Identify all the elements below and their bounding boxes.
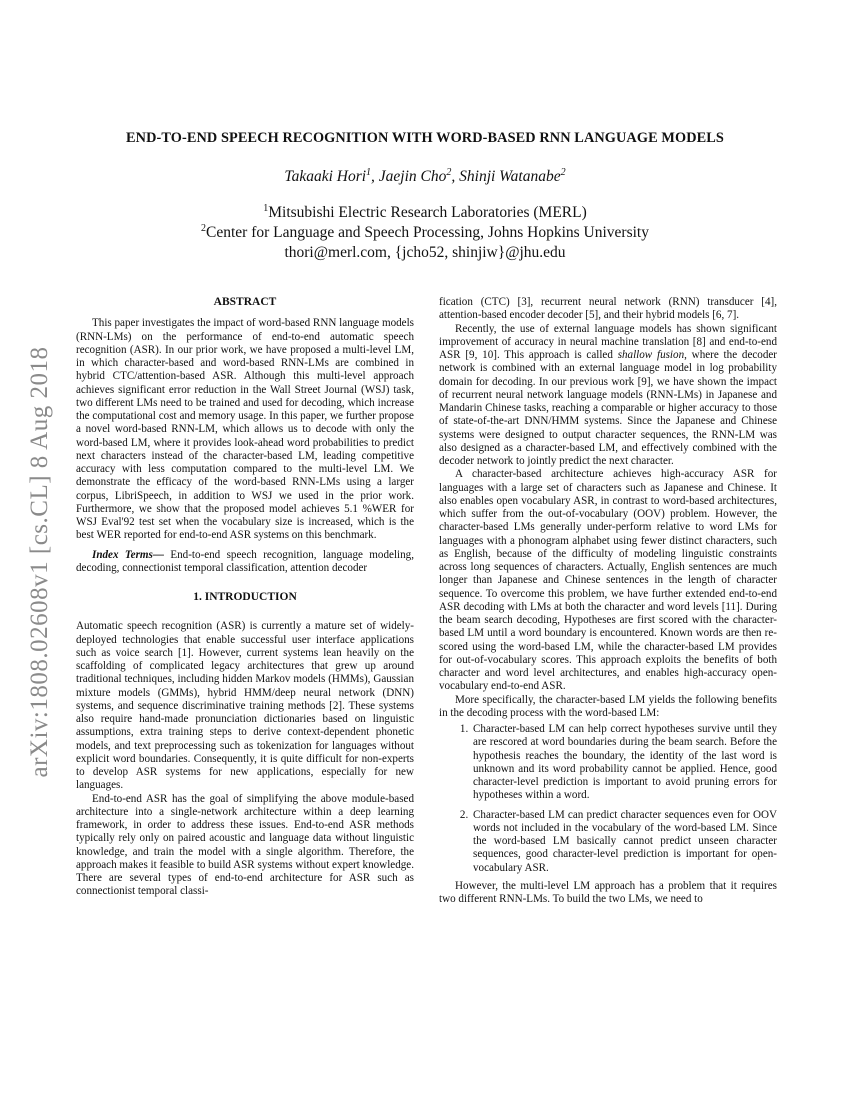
author-affil-mark: 2 — [446, 166, 452, 178]
list-item: 1. Character-based LM can help correct hypotheses survive until they are rescored at word boundaries during the beam search. Before the hypothesis reaches the boundary, the identity of the last word is unknown and its word probability cannot be applied. Hence, good character-level prediction is important to avoid pruning errors for hypotheses within a word. — [471, 723, 777, 803]
author-affil-mark: 1 — [366, 166, 372, 178]
emphasis-term: shallow fusion — [617, 349, 685, 361]
paper-title: END-TO-END SPEECH RECOGNITION WITH WORD-BASED RNN LANGUAGE MODELS — [126, 130, 724, 146]
abstract-heading: ABSTRACT — [213, 296, 277, 308]
affiliations — [60, 203, 790, 263]
affiliation-line: $^2$Center for Language and Speech Processing, Johns Hopkins University — [201, 222, 649, 241]
author-affil-mark: 2 — [560, 166, 566, 178]
author-name: Jaejin Cho — [378, 168, 447, 185]
intro-paragraph: Recently, the use of external language models has shown significant improvement of accuracy in neural machine translation [8] and end-to-end ASR [9, 10]. This approach is called shallow fusion, where the decoder network is combined with an external language model in log probability domain for decoding. In our previous work [9], we have shown the impact of recurrent neural network language models (RNN-LMs) in Japanese and Mandarin Chinese tasks, reaching a comparable or higher accuracy to those of state-of-the-art DNN/HMM systems. Since the Japanese and Chinese systems were designed to output character sequences, the RNN-LM was also designed as a character-based LM, and effectively combined with the decoder network to jointly predict the next character. — [439, 322, 778, 467]
index-terms-label: Index Terms— — [92, 548, 164, 561]
intro-paragraph: End-to-end ASR has the goal of simplifying the above module-based architecture into a single-network architecture within a deep learning framework, in order to address these issues. End-to-end ASR methods typically rely only on paired acoustic and language data without linguistic knowledge, and train the model with a single algorithm. Therefore, the approach makes it feasible to build ASR systems without expert knowledge. There are several types of end-to-end architecture for ASR such as connectionist temporal classi- — [76, 792, 414, 898]
affiliation-line: $^1$Mitsubishi Electric Research Laboratories (MERL) — [263, 202, 587, 221]
intro-paragraph: A character-based architecture achieves high-accuracy ASR for languages with a large set of characters such as Japanese and Chinese. It also enables open vocabulary ASR, in contrast to word-based architectures, which suffer from the out-of-vocabulary (OOV) problem. However, the character-based LMs generally under-perform relative to word LMs for languages with a phonogram alphabet using fewer distinct characters, such as English, because of the difficulty of modeling linguistic constraints across long sequences of characters. Actually, English sentences are much longer than Japanese and Chinese sentences in the length of character sequence. To overcome this problem, we have further extended end-to-end ASR decoding with LMs at both the character and word levels [11]. During the beam search decoding, Hypotheses are first scored with the character-based LM until a word boundary is encountered. Known words are then re-scored using the word-based LM, while the character-based LM provides for out-of-vocabulary scores. This approach exploits the benefits of both character and word level architectures, and enables high-accuracy open-vocabulary end-to-end ASR. — [439, 468, 777, 693]
benefits-list — [439, 723, 777, 875]
left-column — [76, 296, 414, 899]
right-column — [439, 296, 777, 906]
author-name: Takaaki Hori — [284, 168, 367, 185]
intro-paragraph-continued: fication (CTC) [3], recurrent neural network (RNN) transducer [4], attention-based encoder decoder [5], and their hybrid models [6, 7]. — [439, 296, 777, 322]
author-emails: thori@merl.com, {jcho52, shinjiw}@jhu.edu — [284, 244, 566, 261]
intro-paragraph: However, the multi-level LM approach has a problem that it requires two different RNN-LMs. To build the two LMs, we need to — [439, 879, 777, 905]
list-item: 2. Character-based LM can predict character sequences even for OOV words not included in the vocabulary of the word-based LM. Since the word-based LM basically cannot predict unseen character sequences, good character-level prediction is important for open-vocabulary ASR. — [471, 809, 777, 875]
author-list: Takaaki Hori$^1$, Jaejin Cho$^2$, Shinji Watanabe$^2$ — [284, 166, 566, 185]
intro-paragraph: Automatic speech recognition (ASR) is currently a mature set of widely-deployed technologies that enable successful user interface applications such as voice search [1]. However, current systems lean heavily on the scaffolding of complicated legacy architectures that grew up around traditional techniques, including hidden Markov models (HMMs), Gaussian mixture models (GMMs), hybrid HMM/deep neural network (DNN) systems, and sequence discriminative training methods [2]. These systems also require hand-made pronunciation dictionaries based on linguistic assumptions, extra training steps to derive context-dependent phonetic models, and text preprocessing such as tokenization for languages without explicit word boundaries. Consequently, it is quite difficult for non-experts to develop ASR systems for new applications, especially for new languages. — [76, 620, 414, 792]
abstract-text: This paper investigates the impact of word-based RNN language models (RNN-LMs) on the performance of end-to-end automatic speech recognition (ASR). In our prior work, we have proposed a multi-level LM, in which character-based and word-based RNN-LMs are combined in hybrid CTC/attention-based ASR. Although this multi-level approach achieves significant error reduction in the Wall Street Journal (WSJ) task, two different LMs need to be trained and used for decoding, which increase the computational cost and memory usage. In this paper, we further propose a novel word-based RNN-LM, which allows us to decode with only the word-based LM, where it provides look-ahead word probabilities to predict next characters instead of the character-based LM, leading competitive accuracy with less computation compared to the multi-level LM. We demonstrate the efficacy of the word-based RNN-LMs using a larger corpus, LibriSpeech, in addition to WSJ we used in the prior work. Furthermore, we show that the proposed model achieves 5.1 %WER for WSJ Eval'92 test set when the vocabulary size is increased, which is the best WER reported for end-to-end ASR systems on this benchmark. — [76, 317, 414, 542]
author-name: Shinji Watanabe — [459, 168, 561, 185]
intro-paragraph: More specifically, the character-based LM yields the following benefits in the decoding process with the word-based LM: — [439, 693, 777, 719]
introduction-heading: 1. INTRODUCTION — [193, 591, 297, 603]
index-terms: Index Terms— End-to-end speech recognition, language modeling, decoding, connectionist temporal classification, attention decoder — [76, 548, 414, 574]
arxiv-stamp: arXiv:1808.02608v1 [cs.CL] 8 Aug 2018 — [26, 346, 53, 778]
